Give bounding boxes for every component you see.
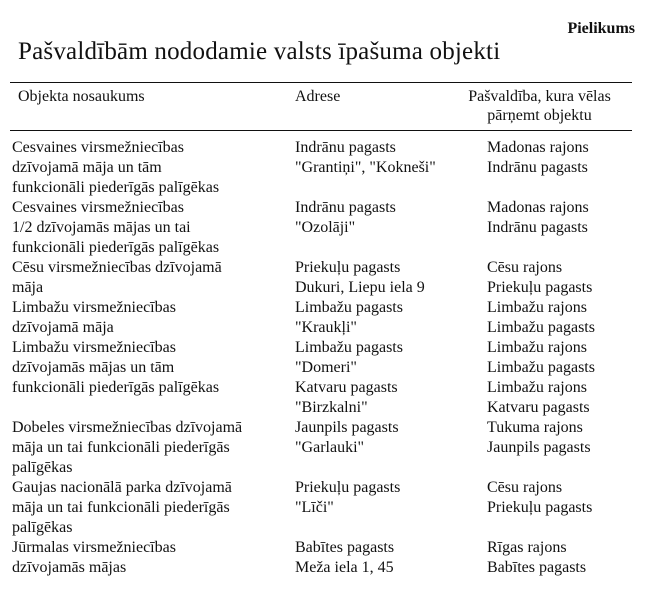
municipality-cell-line: Rīgas rajons — [487, 539, 567, 556]
address-cell-line: Indrānu pagasts — [295, 199, 396, 216]
address-cell — [295, 298, 403, 338]
object-name-cell — [12, 538, 290, 578]
object-name-cell-line: dzīvojamās mājas — [12, 559, 127, 576]
object-name-cell-line: Cesvaines virsmežniecības — [12, 199, 184, 216]
object-name-cell-line: Dobeles virsmežniecības dzīvojamā — [12, 419, 243, 436]
address-cell — [295, 338, 403, 418]
municipality-cell-line: Limbažu pagasts — [487, 359, 595, 376]
address-cell-line: "Kraukļi" — [295, 319, 357, 336]
address-cell — [295, 138, 436, 178]
municipality-cell-line: Babītes pagasts — [487, 559, 587, 576]
object-name-cell-line: dzīvojamā māja un tām — [12, 159, 162, 176]
municipality-cell — [487, 338, 595, 418]
address-cell-line: Priekuļu pagasts — [295, 479, 401, 496]
object-name-cell — [12, 418, 290, 478]
address-cell — [295, 478, 400, 518]
object-name-cell-line: Limbažu virsmežniecības — [12, 299, 176, 316]
municipality-cell — [487, 138, 589, 178]
address-cell-line: Dukuri, Liepu iela 9 — [295, 279, 425, 296]
table-row — [0, 258, 645, 298]
object-name-cell-line: dzīvojamā māja — [12, 319, 114, 336]
municipality-cell-line: Katvaru pagasts — [487, 399, 590, 416]
municipality-cell-line: Madonas rajons — [487, 139, 589, 156]
municipality-cell-line: Limbažu pagasts — [487, 319, 595, 336]
municipality-cell — [487, 258, 592, 298]
object-name-cell — [12, 338, 290, 398]
municipality-cell-line: Priekuļu pagasts — [487, 279, 593, 296]
municipality-cell-line: Cēsu rajons — [487, 259, 563, 276]
table-row — [0, 198, 645, 258]
object-name-cell-line: Cēsu virsmežniecības dzīvojamā — [12, 259, 222, 276]
address-cell-line: "Birzkalni" — [295, 399, 368, 416]
object-name-cell-line: palīgēkas — [12, 519, 73, 536]
municipality-cell-line: Madonas rajons — [487, 199, 589, 216]
object-name-cell-line: palīgēkas — [12, 459, 73, 476]
table-row — [0, 418, 645, 478]
address-cell — [295, 418, 399, 458]
municipality-cell-line: Indrānu pagasts — [487, 219, 588, 236]
appendix-label: Pielikums — [567, 20, 635, 37]
object-name-cell-line: funkcionāli piederīgās palīgēkas — [12, 239, 220, 256]
table-row — [0, 478, 645, 538]
page-title: Pašvaldībām nododamie valsts īpašuma objekti — [18, 38, 501, 65]
municipality-cell — [487, 418, 591, 458]
object-name-cell-line: funkcionāli piederīgās palīgēkas — [12, 179, 220, 196]
object-name-cell — [12, 298, 290, 338]
object-name-cell — [12, 138, 290, 198]
object-name-cell-line: māja — [12, 279, 44, 296]
address-cell-line: "Grantiņi", "Kokneši" — [295, 159, 436, 176]
objects-table — [0, 138, 645, 578]
object-name-cell — [12, 198, 290, 258]
object-name-cell-line: Jūrmalas virsmežniecības — [12, 539, 176, 556]
object-name-cell-line: funkcionāli piederīgās palīgēkas — [12, 379, 220, 396]
municipality-cell-line: Limbažu rajons — [487, 299, 587, 316]
address-cell-line: Limbažu pagasts — [295, 299, 403, 316]
object-name-cell-line: dzīvojamās mājas un tām — [12, 359, 175, 376]
object-name-cell-line: Gaujas nacionālā parka dzīvojamā — [12, 479, 232, 496]
object-name-cell-line: māja un tai funkcionāli piederīgās — [12, 439, 230, 456]
address-cell-line: Meža iela 1, 45 — [295, 559, 394, 576]
municipality-cell-line: Limbažu rajons — [487, 379, 587, 396]
header-bottom-rule — [10, 130, 632, 131]
column-header-name: Objekta nosaukums — [18, 88, 145, 105]
table-row — [0, 298, 645, 338]
column-header-address: Adrese — [295, 88, 341, 105]
municipality-cell-line: Indrānu pagasts — [487, 159, 588, 176]
address-cell — [295, 198, 396, 238]
address-cell-line: Katvaru pagasts — [295, 379, 398, 396]
table-row — [0, 338, 645, 418]
object-name-cell-line: Limbažu virsmežniecības — [12, 339, 176, 356]
object-name-cell — [12, 258, 290, 298]
address-cell-line: Jaunpils pagasts — [295, 419, 399, 436]
object-name-cell — [12, 478, 290, 538]
address-cell — [295, 538, 394, 578]
municipality-cell-line: Priekuļu pagasts — [487, 499, 593, 516]
municipality-cell-line: Tukuma rajons — [487, 419, 583, 436]
address-cell-line: "Līči" — [295, 499, 334, 516]
address-cell-line: Limbažu pagasts — [295, 339, 403, 356]
municipality-cell — [487, 538, 586, 578]
address-cell-line: "Garlauki" — [295, 439, 365, 456]
object-name-cell-line: Cesvaines virsmežniecības — [12, 139, 184, 156]
table-row — [0, 538, 645, 578]
table-row — [0, 138, 645, 198]
municipality-cell-line: Cēsu rajons — [487, 479, 563, 496]
municipality-cell-line: Limbažu rajons — [487, 339, 587, 356]
municipality-cell-line: Jaunpils pagasts — [487, 439, 591, 456]
municipality-cell — [487, 198, 589, 238]
column-header-municipality: Pašvaldība, kura vēlas pārņemt objektu — [468, 88, 611, 124]
header-top-rule — [10, 82, 632, 83]
address-cell-line: Priekuļu pagasts — [295, 259, 401, 276]
object-name-cell-line: 1/2 dzīvojamās mājas un tai — [12, 219, 191, 236]
municipality-cell — [487, 478, 592, 518]
address-cell-line: "Ozolāji" — [295, 219, 356, 236]
object-name-cell-line: māja un tai funkcionāli piederīgās — [12, 499, 230, 516]
address-cell-line: Indrānu pagasts — [295, 139, 396, 156]
address-cell — [295, 258, 425, 298]
address-cell-line: Babītes pagasts — [295, 539, 395, 556]
address-cell-line: "Domeri" — [295, 359, 357, 376]
municipality-cell — [487, 298, 595, 338]
